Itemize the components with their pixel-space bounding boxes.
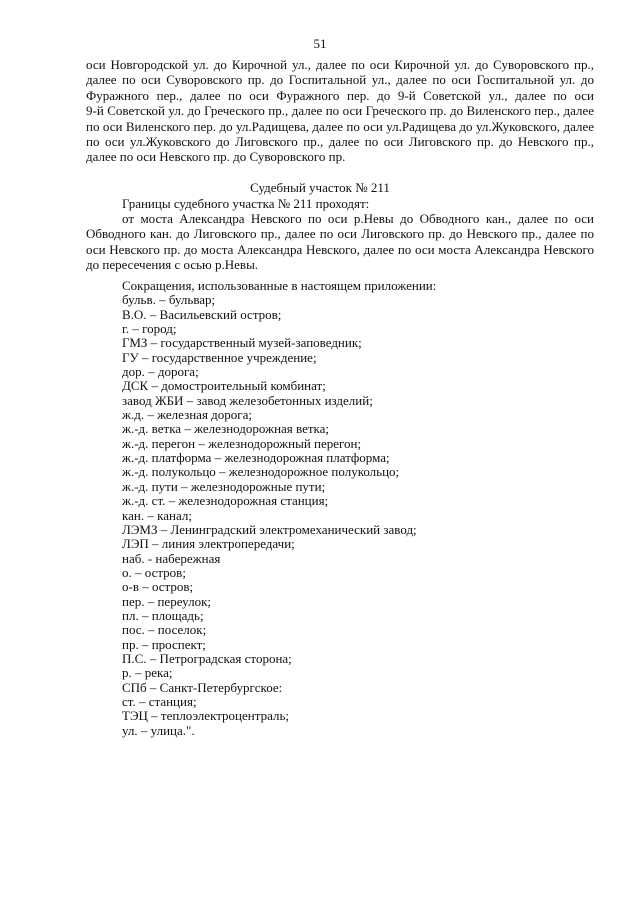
text-line: оси Невского пр. до моста Александра Невского, далее по оси моста Александра Невского xyxy=(86,241,594,257)
text-line: по оси Виленского пер. до ул.Радищева, далее по оси ул.Радищева до ул.Жуковского, далее xyxy=(86,118,594,134)
text-line: Обводного кан. до Лиговского пр., далее по оси Лиговского пр. до Невского пр., далее по xyxy=(86,226,594,242)
list-item: СПб – Санкт-Петербургское: xyxy=(122,679,283,695)
section-boundary-paragraph xyxy=(86,211,594,273)
text-line: 9-й Советской ул. до Греческого пр., далее по оси Греческого пр. до Виленского пер., далее xyxy=(86,103,594,119)
list-item: ЛЭП – линия электропередачи; xyxy=(122,536,295,552)
list-item: ж.-д. платформа – железнодорожная платформа; xyxy=(122,450,390,466)
section-subheading: Границы судебного участка № 211 проходят: xyxy=(122,196,370,211)
list-item: о. – остров; xyxy=(122,564,186,580)
abbreviations-list xyxy=(122,279,436,738)
list-item: дор. – дорога; xyxy=(122,364,199,380)
list-item: ж.-д. пути – железнодорожные пути; xyxy=(122,478,326,494)
list-item: пер. – переулок; xyxy=(122,593,211,609)
text-line: Фуражного пер., далее по оси Фуражного пер. до 9-й Советской ул., далее по оси xyxy=(86,87,594,103)
list-item: р. – река; xyxy=(122,665,173,681)
list-item: пр. – проспект; xyxy=(122,636,206,652)
list-item: пос. – поселок; xyxy=(122,622,207,638)
text-line: по оси ул.Жуковского до Лиговского пр., далее по оси Лиговского пр. до Невского пр., xyxy=(86,134,594,150)
list-item: ж.-д. перегон – железнодорожный перегон; xyxy=(122,435,362,451)
district-boundary-paragraph xyxy=(86,57,594,165)
list-item: пл. – площадь; xyxy=(122,607,204,623)
list-item: П.С. – Петроградская сторона; xyxy=(122,650,292,666)
list-item: наб. - набережная xyxy=(122,550,221,566)
list-item: ГМЗ – государственный музей-заповедник; xyxy=(122,335,362,351)
abbreviations-intro: Сокращения, использованные в настоящем приложении: xyxy=(122,278,437,293)
list-item: ж.-д. ветка – железнодорожная ветка; xyxy=(122,421,330,437)
text-line: далее по оси Суворовского пр. до Госпитальной ул., далее по оси Госпитальной ул. до xyxy=(86,72,594,88)
text-line: от моста Александра Невского по оси р.Невы до Обводного кан., далее по оси xyxy=(122,211,594,226)
text-line: до пересечения с осью р.Невы. xyxy=(86,257,259,273)
list-item: ж.-д. ст. – железнодорожная станция; xyxy=(122,493,329,509)
list-item: завод ЖБИ – завод железобетонных изделий; xyxy=(122,392,373,408)
text-line: оси Новгородской ул. до Кирочной ул., далее по оси Кирочной ул. до Суворовского пр., xyxy=(86,57,594,72)
list-item: ж.-д. полукольцо – железнодорожное полукольцо; xyxy=(122,464,400,480)
list-item: ж.д. – железная дорога; xyxy=(122,407,253,423)
list-item: о-в – остров; xyxy=(122,579,194,595)
list-item: ст. – станция; xyxy=(122,693,197,709)
section-heading: Судебный участок № 211 xyxy=(250,180,390,195)
list-item: ТЭЦ – теплоэлектроцентраль; xyxy=(122,708,289,724)
list-item: ГУ – государственное учреждение; xyxy=(122,349,317,365)
list-item: ЛЭМЗ – Ленинградский электромеханический завод; xyxy=(122,521,417,537)
text-line: далее по оси Невского пр. до Суворовского пр. xyxy=(86,149,346,165)
list-item: кан. – канал; xyxy=(122,507,192,523)
list-item: бульв. – бульвар; xyxy=(122,292,216,308)
list-item: г. – город; xyxy=(122,321,177,337)
list-item: ДСК – домостроительный комбинат; xyxy=(122,378,326,394)
page-number: 51 xyxy=(313,36,327,51)
list-item: ул. – улица.". xyxy=(122,722,195,738)
list-item: В.О. – Васильевский остров; xyxy=(122,306,282,322)
